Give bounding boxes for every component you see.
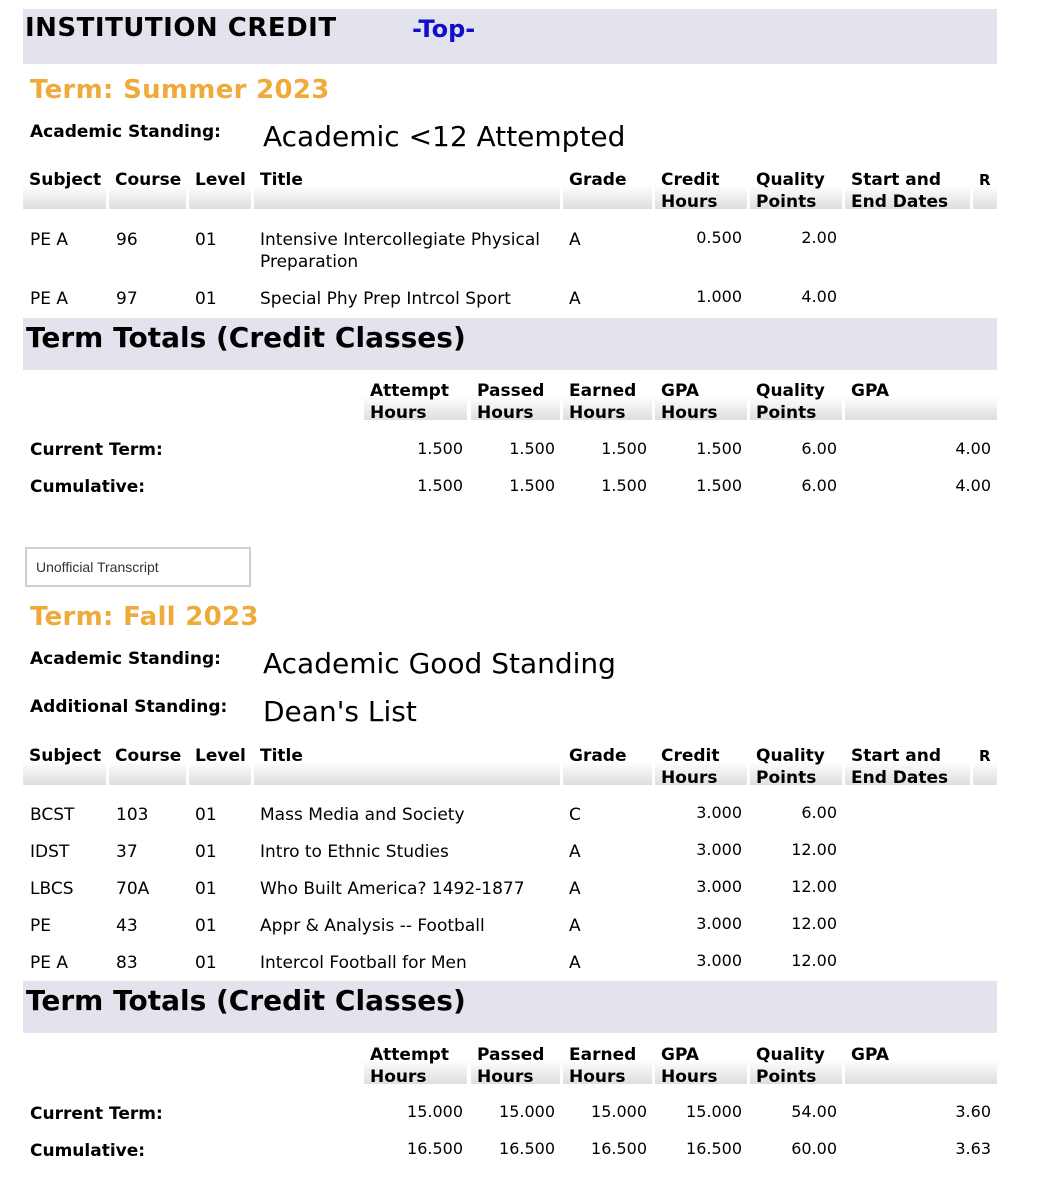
- col-passed-hours: Passed Hours: [471, 380, 560, 420]
- col-credit-hours: Credit Hours: [655, 745, 747, 785]
- cell-course: 70A: [116, 879, 150, 899]
- cell-quality-points: 60.00: [791, 1139, 837, 1158]
- cell-quality-points: 2.00: [801, 228, 837, 247]
- cell-earned-hours: 1.500: [601, 439, 647, 458]
- term-totals-title: Term Totals (Credit Classes): [26, 984, 466, 1017]
- col-r: R: [973, 745, 997, 785]
- academic-standing-label: Academic Standing:: [30, 649, 221, 669]
- cell-passed-hours: 1.500: [509, 476, 555, 495]
- cell-title: Mass Media and Society: [260, 805, 465, 825]
- academic-standing-value: Academic Good Standing: [263, 647, 616, 680]
- cell-course: 97: [116, 289, 138, 309]
- cell-gpa: 3.63: [955, 1139, 991, 1158]
- cell-quality-points: 4.00: [801, 287, 837, 306]
- additional-standing-label: Additional Standing:: [30, 697, 228, 717]
- col-title: Title: [254, 169, 560, 209]
- cell-level: 01: [195, 953, 217, 973]
- cell-subject: PE A: [30, 289, 69, 309]
- academic-standing-label: Academic Standing:: [30, 122, 221, 142]
- cell-quality-points: 12.00: [791, 840, 837, 859]
- col-subject: Subject: [23, 169, 106, 209]
- cumulative-label: Cumulative:: [30, 477, 146, 497]
- col-quality-points: Quality Points: [750, 169, 842, 209]
- cell-title: Who Built America? 1492-1877: [260, 879, 525, 899]
- cell-level: 01: [195, 916, 217, 936]
- cell-level: 01: [195, 879, 217, 899]
- cumulative-label: Cumulative:: [30, 1141, 146, 1161]
- cell-passed-hours: 15.000: [499, 1102, 555, 1121]
- col-earned-hours: Earned Hours: [563, 380, 652, 420]
- col-course: Course: [109, 169, 186, 209]
- cell-title: Intercol Football for Men: [260, 953, 467, 973]
- cell-grade: A: [569, 879, 581, 899]
- top-link[interactable]: -Top-: [412, 15, 476, 43]
- cell-quality-points: 12.00: [791, 914, 837, 933]
- cell-quality-points: 6.00: [801, 476, 837, 495]
- cell-earned-hours: 15.000: [591, 1102, 647, 1121]
- cell-quality-points: 6.00: [801, 803, 837, 822]
- cell-subject: PE A: [30, 230, 69, 250]
- cell-passed-hours: 1.500: [509, 439, 555, 458]
- cell-course: 37: [116, 842, 138, 862]
- current-term-label: Current Term:: [30, 1104, 163, 1124]
- col-attempt-hours: Attempt Hours: [364, 1044, 467, 1084]
- cell-quality-points: 6.00: [801, 439, 837, 458]
- cell-gpa-hours: 1.500: [696, 476, 742, 495]
- col-quality-points: Quality Points: [750, 745, 842, 785]
- cell-quality-points: 54.00: [791, 1102, 837, 1121]
- cell-quality-points: 12.00: [791, 877, 837, 896]
- col-dates: Start and End Dates: [845, 745, 970, 785]
- cell-attempt-hours: 1.500: [417, 439, 463, 458]
- cell-level: 01: [195, 805, 217, 825]
- cell-passed-hours: 16.500: [499, 1139, 555, 1158]
- cell-subject: BCST: [30, 805, 75, 825]
- cell-credit-hours: 3.000: [696, 951, 742, 970]
- col-gpa-hours: GPA Hours: [655, 380, 747, 420]
- cell-quality-points: 12.00: [791, 951, 837, 970]
- term-heading: Term: Fall 2023: [30, 602, 259, 632]
- col-credit-hours: Credit Hours: [655, 169, 747, 209]
- additional-standing-value: Dean's List: [263, 695, 417, 728]
- cell-level: 01: [195, 842, 217, 862]
- col-course: Course: [109, 745, 186, 785]
- col-gpa: GPA: [845, 380, 997, 420]
- current-term-label: Current Term:: [30, 440, 163, 460]
- cell-grade: A: [569, 230, 581, 250]
- cell-grade: C: [569, 805, 581, 825]
- cell-attempt-hours: 16.500: [407, 1139, 463, 1158]
- cell-credit-hours: 3.000: [696, 877, 742, 896]
- cell-grade: A: [569, 842, 581, 862]
- cell-gpa-hours: 16.500: [686, 1139, 742, 1158]
- col-earned-hours: Earned Hours: [563, 1044, 652, 1084]
- col-level: Level: [189, 745, 251, 785]
- cell-earned-hours: 16.500: [591, 1139, 647, 1158]
- cell-credit-hours: 0.500: [696, 228, 742, 247]
- cell-title: Intensive Intercollegiate Physical Preparation: [260, 230, 540, 272]
- cell-level: 01: [195, 230, 217, 250]
- col-level: Level: [189, 169, 251, 209]
- academic-standing-value: Academic <12 Attempted: [263, 120, 626, 153]
- cell-gpa-hours: 15.000: [686, 1102, 742, 1121]
- cell-title: Appr & Analysis -- Football: [260, 916, 485, 936]
- col-dates: Start and End Dates: [845, 169, 970, 209]
- cell-attempt-hours: 15.000: [407, 1102, 463, 1121]
- section-title: INSTITUTION CREDIT: [25, 13, 337, 43]
- cell-earned-hours: 1.500: [601, 476, 647, 495]
- col-quality-points: Quality Points: [750, 380, 842, 420]
- cell-subject: IDST: [30, 842, 70, 862]
- col-title: Title: [254, 745, 560, 785]
- col-passed-hours: Passed Hours: [471, 1044, 560, 1084]
- cell-course: 96: [116, 230, 138, 250]
- col-gpa: GPA: [845, 1044, 997, 1084]
- col-quality-points: Quality Points: [750, 1044, 842, 1084]
- term-totals-title: Term Totals (Credit Classes): [26, 321, 466, 354]
- cell-gpa: 4.00: [955, 476, 991, 495]
- cell-course: 43: [116, 916, 138, 936]
- cell-grade: A: [569, 916, 581, 936]
- cell-title: Intro to Ethnic Studies: [260, 842, 449, 862]
- cell-credit-hours: 1.000: [696, 287, 742, 306]
- cell-credit-hours: 3.000: [696, 803, 742, 822]
- unofficial-transcript-button[interactable]: Unofficial Transcript: [25, 547, 251, 587]
- col-gpa-hours: GPA Hours: [655, 1044, 747, 1084]
- cell-grade: A: [569, 289, 581, 309]
- cell-gpa-hours: 1.500: [696, 439, 742, 458]
- cell-subject: PE A: [30, 953, 69, 973]
- col-r: R: [973, 169, 997, 209]
- cell-course: 83: [116, 953, 138, 973]
- cell-subject: PE: [30, 916, 51, 936]
- col-subject: Subject: [23, 745, 106, 785]
- cell-course: 103: [116, 805, 149, 825]
- cell-credit-hours: 3.000: [696, 840, 742, 859]
- cell-grade: A: [569, 953, 581, 973]
- col-attempt-hours: Attempt Hours: [364, 380, 467, 420]
- cell-credit-hours: 3.000: [696, 914, 742, 933]
- cell-gpa: 3.60: [955, 1102, 991, 1121]
- cell-title: Special Phy Prep Intrcol Sport: [260, 289, 511, 309]
- cell-gpa: 4.00: [955, 439, 991, 458]
- term-heading: Term: Summer 2023: [30, 75, 330, 105]
- cell-level: 01: [195, 289, 217, 309]
- cell-attempt-hours: 1.500: [417, 476, 463, 495]
- col-grade: Grade: [563, 745, 652, 785]
- col-grade: Grade: [563, 169, 652, 209]
- cell-subject: LBCS: [30, 879, 74, 899]
